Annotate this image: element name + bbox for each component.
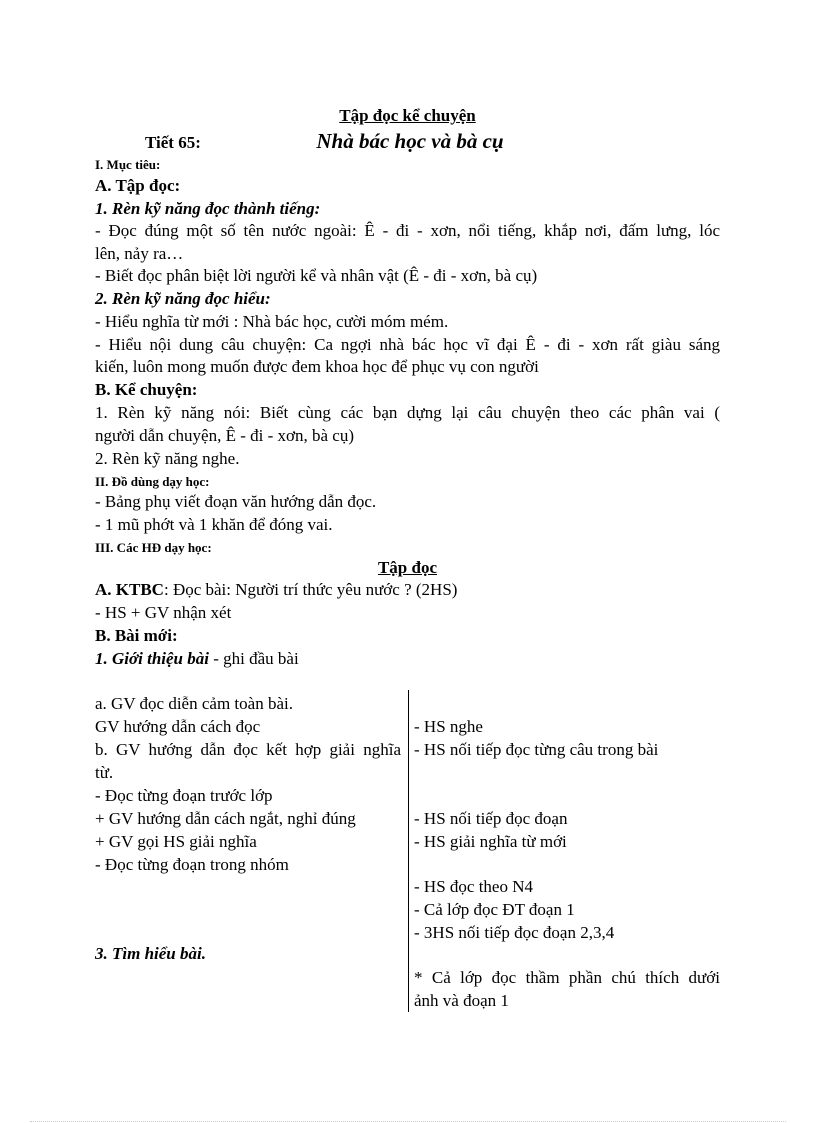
teacher-step-2: GV hướng dẫn cách đọc [95, 717, 261, 736]
teacher-step-4: từ. [95, 763, 114, 782]
student-step-2: - HS nối tiếp đọc từng câu trong bài [414, 740, 659, 759]
teacher-step-3: b. GV hướng dẫn đọc kết hợp giải nghĩa [95, 740, 401, 759]
story-line2: người dẫn chuyện, Ê - đi - xơn, bà cụ) [95, 426, 354, 445]
section-3-heading: 3. Tìm hiểu bài. [95, 944, 206, 963]
skill2-heading: 2. Rèn kỹ năng đọc hiểu: [95, 289, 271, 308]
student-step-6: - Cả lớp đọc ĐT đoạn 1 [414, 900, 575, 919]
materials-line1: - Bảng phụ viết đoạn văn hướng dẫn đọc. [95, 492, 377, 511]
skill1-heading: 1. Rèn kỹ năng đọc thành tiếng: [95, 199, 321, 218]
skill1-line3: - Biết đọc phân biệt lời người kể và nhân vật (Ê - đi - xơn, bà cụ) [95, 266, 538, 285]
teacher-step-7: + GV gọi HS giải nghĩa [95, 832, 257, 851]
teacher-step-8: - Đọc từng đoạn trong nhóm [95, 855, 289, 874]
ktbc-line [95, 579, 720, 601]
skill2-line1: - Hiểu nghĩa từ mới : Nhà bác học, cười móm mém. [95, 312, 449, 331]
section-title: Tập đọc [377, 558, 438, 577]
student-step-5: - HS đọc theo N4 [414, 877, 533, 896]
teacher-step-1: a. GV đọc diễn cảm toàn bài. [95, 694, 293, 713]
activities-heading: III. Các HĐ dạy học: [95, 540, 212, 555]
intro-label: 1. Giới thiệu bài [95, 649, 209, 668]
period-label: Tiết 65: [145, 133, 201, 152]
student-step-3: - HS nối tiếp đọc đoạn [414, 809, 568, 828]
column-divider [408, 690, 409, 1012]
goals-heading: I. Mục tiêu: [95, 157, 161, 172]
subject-heading: Tập đọc kể chuyện [339, 106, 476, 125]
student-step-8: * Cả lớp đọc thầm phần chú thích dưới [414, 968, 720, 987]
skill2-line2: - Hiểu nội dung câu chuyện: Ca ngợi nhà bác học vĩ đại Ê - đi - xơn rất giàu sáng [95, 335, 720, 354]
lesson-title: Nhà bác học và bà cụ [316, 129, 504, 153]
story-line3: 2. Rèn kỹ năng nghe. [95, 449, 240, 468]
intro-text: - ghi đầu bài [208, 649, 299, 668]
skill1-line1: - Đọc đúng một số tên nước ngoài: Ê - đi - xơn, nổi tiếng, khắp nơi, đấm lưng, lóc [95, 221, 720, 240]
teacher-step-6: + GV hướng dẫn cách ngắt, nghỉ đúng [95, 809, 356, 828]
intro-line [95, 648, 720, 670]
section-b-heading: B. Kể chuyện: [95, 380, 198, 399]
student-step-9: ảnh và đoạn 1 [414, 991, 509, 1010]
student-step-7: - 3HS nối tiếp đọc đoạn 2,3,4 [414, 923, 615, 942]
new-lesson-heading: B. Bài mới: [95, 626, 178, 645]
skill1-line2: lên, nảy ra… [95, 244, 184, 263]
page-bottom-rule [30, 1121, 786, 1122]
story-line1: 1. Rèn kỹ năng nói: Biết cùng các bạn dựng lại câu chuyện theo các phân vai ( [95, 403, 720, 422]
section-a-heading: A. Tập đọc: [95, 176, 181, 195]
materials-line2: - 1 mũ phớt và 1 khăn để đóng vai. [95, 515, 333, 534]
ktbc-text: : Đọc bài: Người trí thức yêu nước ? (2HS) [163, 580, 458, 599]
ktbc-label: A. KTBC [95, 580, 164, 599]
skill2-line3: kiến, luôn mong muốn được đem khoa học để phục vụ con người [95, 357, 539, 376]
student-step-1: - HS nghe [414, 717, 483, 736]
student-step-4: - HS giải nghĩa từ mới [414, 832, 567, 851]
materials-heading: II. Đồ dùng dạy học: [95, 474, 210, 489]
teacher-step-5: - Đọc từng đoạn trước lớp [95, 786, 273, 805]
ktbc-note: - HS + GV nhận xét [95, 603, 232, 622]
